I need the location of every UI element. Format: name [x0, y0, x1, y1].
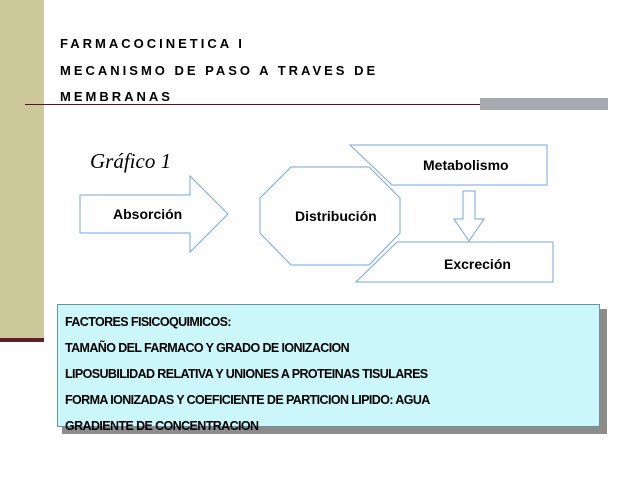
factores-box	[57, 304, 600, 433]
absorcion-label: Absorción	[113, 206, 183, 222]
factores-item: TAMAÑO DEL FARMACO Y GRADO DE IONIZACION	[65, 341, 350, 355]
down-arrow-icon	[454, 191, 484, 241]
slide-title-line-3: MEMBRANAS	[60, 89, 173, 104]
grafico-label: Gráfico 1	[90, 149, 172, 173]
factores-item: GRADIENTE DE CONCENTRACION	[65, 419, 259, 433]
factores-heading: FACTORES FISICOQUIMICOS:	[65, 315, 231, 329]
slide-title-line-2: MECANISMO DE PASO A TRAVES DE	[60, 63, 379, 78]
factores-item: FORMA IONIZADAS Y COEFICIENTE DE PARTICION LIPIDO: AGUA	[65, 393, 430, 407]
factores-item: LIPOSUBILIDAD RELATIVA Y UNIONES A PROTEINAS TISULARES	[65, 367, 428, 381]
side-panel-accent	[0, 338, 44, 342]
excrecion-label: Excreción	[444, 256, 511, 272]
distribucion-label: Distribución	[295, 208, 377, 224]
slide-title-line-1: FARMACOCINETICA I	[60, 36, 245, 51]
metabolismo-label: Metabolismo	[423, 157, 509, 173]
